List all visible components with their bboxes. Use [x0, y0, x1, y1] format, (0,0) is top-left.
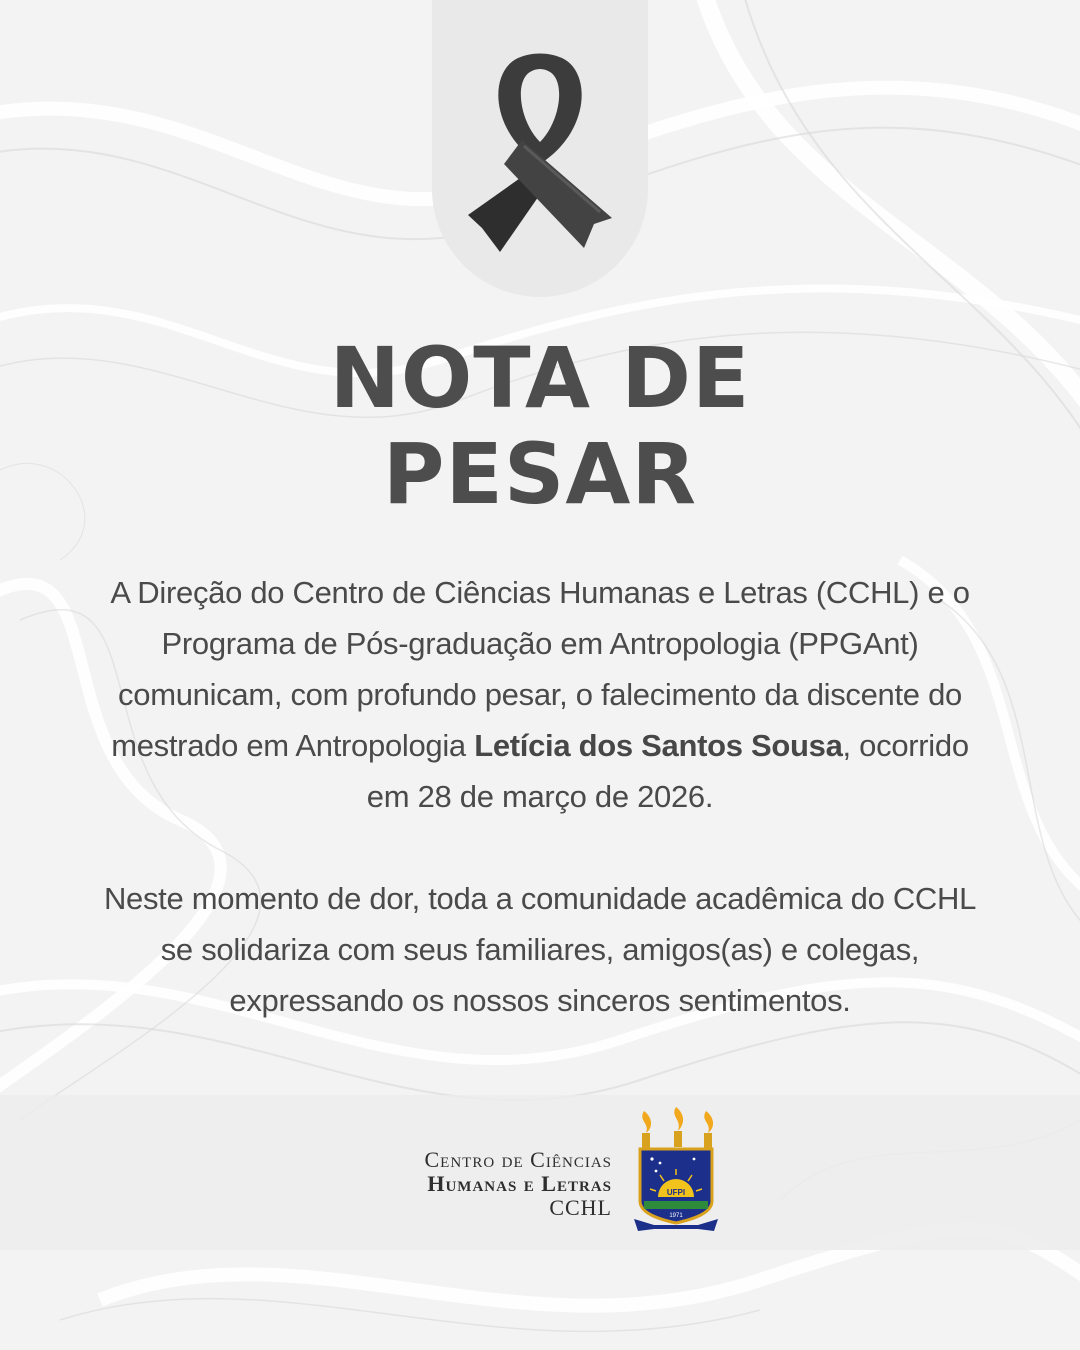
- footer-line-1: Centro de Ciências: [424, 1147, 612, 1172]
- logo-year: 1971: [669, 1213, 683, 1219]
- title-line-2: PESAR: [382, 425, 698, 523]
- page-title: [0, 330, 1080, 522]
- announcement-text-before: A Direção do Centro de Ciências Humanas e Letras (CCHL) e o Programa de Pós-graduação em Antropologia (PPGAnt) comunicam, com profundo pesar, o falecimento da discente do mestrado em Antropologia: [110, 575, 970, 763]
- announcement-paragraph: [90, 567, 990, 822]
- ribbon-tab: [432, 0, 648, 297]
- logo-text: UFPI: [666, 1188, 686, 1197]
- title-line-1: NOTA DE: [329, 329, 751, 427]
- deceased-name: Letícia dos Santos Sousa: [474, 728, 843, 763]
- footer-line-2: Humanas e Letras: [427, 1171, 612, 1196]
- mourning-ribbon-icon: [460, 52, 620, 254]
- footer-line-3: CCHL: [549, 1195, 612, 1220]
- condolence-paragraph: Neste momento de dor, toda a comunidade acadêmica do CCHL se solidariza com seus familiares, amigos(as) e colegas, expressando os nossos sinceros sentimentos.: [103, 881, 977, 1018]
- footer-institution: [330, 1148, 612, 1220]
- ufpi-coat-of-arms-icon: [630, 1105, 722, 1235]
- announcement-text-after: , ocorrido em 28 de março de 2026.: [366, 728, 969, 814]
